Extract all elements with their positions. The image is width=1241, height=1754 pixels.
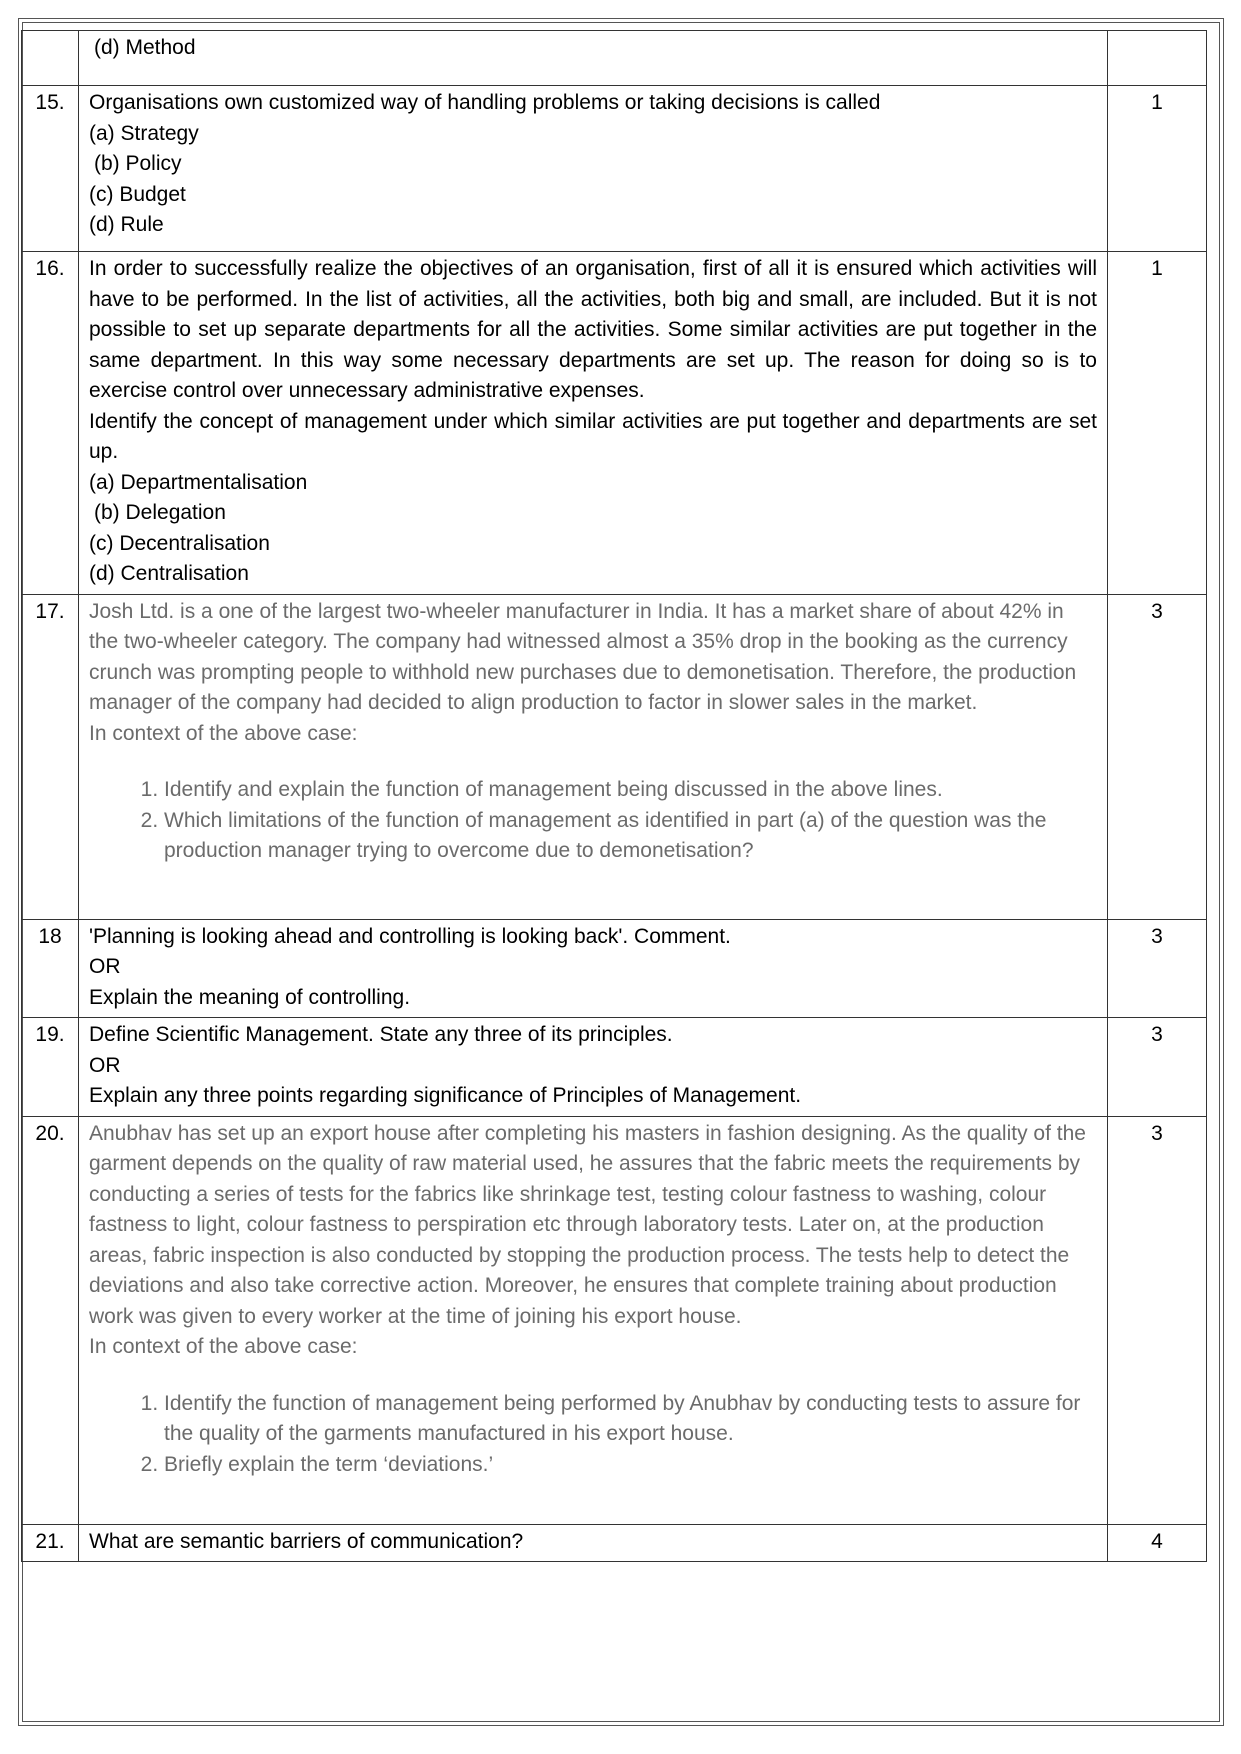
question-marks <box>1108 31 1207 86</box>
question-number: 19. <box>22 1018 79 1117</box>
question-text <box>79 919 1108 1018</box>
case-context: In context of the above case: <box>89 721 358 745</box>
question-paragraph: In order to successfully realize the objectives of an organisation, first of all it is ensured which activities will have to be performed. In the list of activities, all the activities, both big and small, are included. But it is not possible to set up separate departments for all the activities. Some similar activities are put together in the same department. In this way some necessary departments are set up. The reason for doing so is to exercise control over unnecessary administrative expenses. <box>89 257 1097 402</box>
question-number: 21. <box>22 1524 79 1562</box>
sub-question: 1. Identify the function of management being performed by Anubhav by conducting tests to assure for the quality of the garments manufactured in his export house. <box>164 1389 1097 1450</box>
question-stem: Organisations own customized way of handling problems or taking decisions is called <box>89 91 881 114</box>
question-text <box>79 31 1108 86</box>
question-marks: 1 <box>1108 252 1207 595</box>
question-marks: 3 <box>1108 1116 1207 1524</box>
option-a: (a) Strategy <box>89 121 199 145</box>
question-stem: Define Scientific Management. State any three of its principles. <box>89 1023 673 1046</box>
question-stem: What are semantic barriers of communication? <box>89 1529 524 1553</box>
option-c: (c) Decentralisation <box>89 531 270 555</box>
question-marks: 3 <box>1108 919 1207 1018</box>
question-row-18 <box>22 919 1207 1018</box>
question-number: 17. <box>22 594 79 919</box>
question-text <box>79 252 1108 595</box>
question-row-21 <box>22 1524 1207 1562</box>
question-number: 15. <box>22 86 79 252</box>
question-marks: 1 <box>1108 86 1207 252</box>
option-d: (d) Centralisation <box>89 562 249 585</box>
question-number: 16. <box>22 252 79 595</box>
question-text <box>79 86 1108 252</box>
question-stem: 'Planning is looking ahead and controlling is looking back'. Comment. <box>89 924 731 948</box>
question-number: 20. <box>22 1116 79 1524</box>
question-row-continuation <box>22 31 1207 86</box>
or-separator: OR <box>89 1053 121 1077</box>
case-context: In context of the above case: <box>89 1335 358 1358</box>
option-b: (b) Delegation <box>94 501 226 524</box>
question-alternative: Explain the meaning of controlling. <box>89 985 411 1009</box>
option-d: (d) Method <box>94 36 196 59</box>
question-row-16 <box>22 252 1207 595</box>
question-row-20 <box>22 1116 1207 1524</box>
question-number <box>22 31 79 86</box>
or-separator: OR <box>89 955 121 978</box>
question-text <box>79 1018 1108 1117</box>
option-c: (c) Budget <box>89 182 186 206</box>
question-stem: Identify the concept of management under which similar activities are put together and departments are set up. <box>89 409 1097 463</box>
sub-question: 1. Identify and explain the function of management being discussed in the above lines. <box>164 775 1097 806</box>
sub-question: 2. Briefly explain the term ‘deviations.’ <box>164 1450 1097 1481</box>
option-a: (a) Departmentalisation <box>89 470 308 494</box>
question-alternative: Explain any three points regarding significance of Principles of Management. <box>89 1084 802 1107</box>
sub-question: 2. Which limitations of the function of management as identified in part (a) of the question was the production manager trying to overcome due to demonetisation? <box>164 806 1097 867</box>
sub-question-list <box>89 775 1097 867</box>
question-row-17 <box>22 594 1207 919</box>
question-marks: 4 <box>1108 1524 1207 1562</box>
sub-question-list <box>89 1389 1097 1481</box>
case-paragraph: Josh Ltd. is a one of the largest two-wheeler manufacturer in India. It has a market share of about 42% in the two-wheeler category. The company had witnessed almost a 35% drop in the booking as the currency crunch was prompting people to withhold new purchases due to demonetisation. Therefore, the production manager of the company had decided to align production to factor in slower sales in the market. <box>89 599 1077 714</box>
option-b: (b) Policy <box>94 152 182 175</box>
question-text <box>79 1116 1108 1524</box>
question-text <box>79 1524 1108 1562</box>
question-number: 18 <box>22 919 79 1018</box>
question-marks: 3 <box>1108 1018 1207 1117</box>
option-d: (d) Rule <box>89 213 164 236</box>
case-paragraph: Anubhav has set up an export house after completing his masters in fashion designing. As the quality of the garment depends on the quality of raw material used, he assures that the fabric meets the requirements by conducting a series of tests for the fabrics like shrinkage test, testing colour fastness to washing, colour fastness to light, colour fastness to perspiration etc through laboratory tests. Later on, at the production areas, fabric inspection is also conducted by stopping the production process. The tests help to detect the deviations and also take corrective action. Moreover, he ensures that complete training about production work was given to every worker at the time of joining his export house. <box>89 1121 1086 1328</box>
question-row-19 <box>22 1018 1207 1117</box>
question-row-15 <box>22 86 1207 252</box>
question-table <box>21 30 1207 1562</box>
question-marks: 3 <box>1108 594 1207 919</box>
question-text <box>79 594 1108 919</box>
